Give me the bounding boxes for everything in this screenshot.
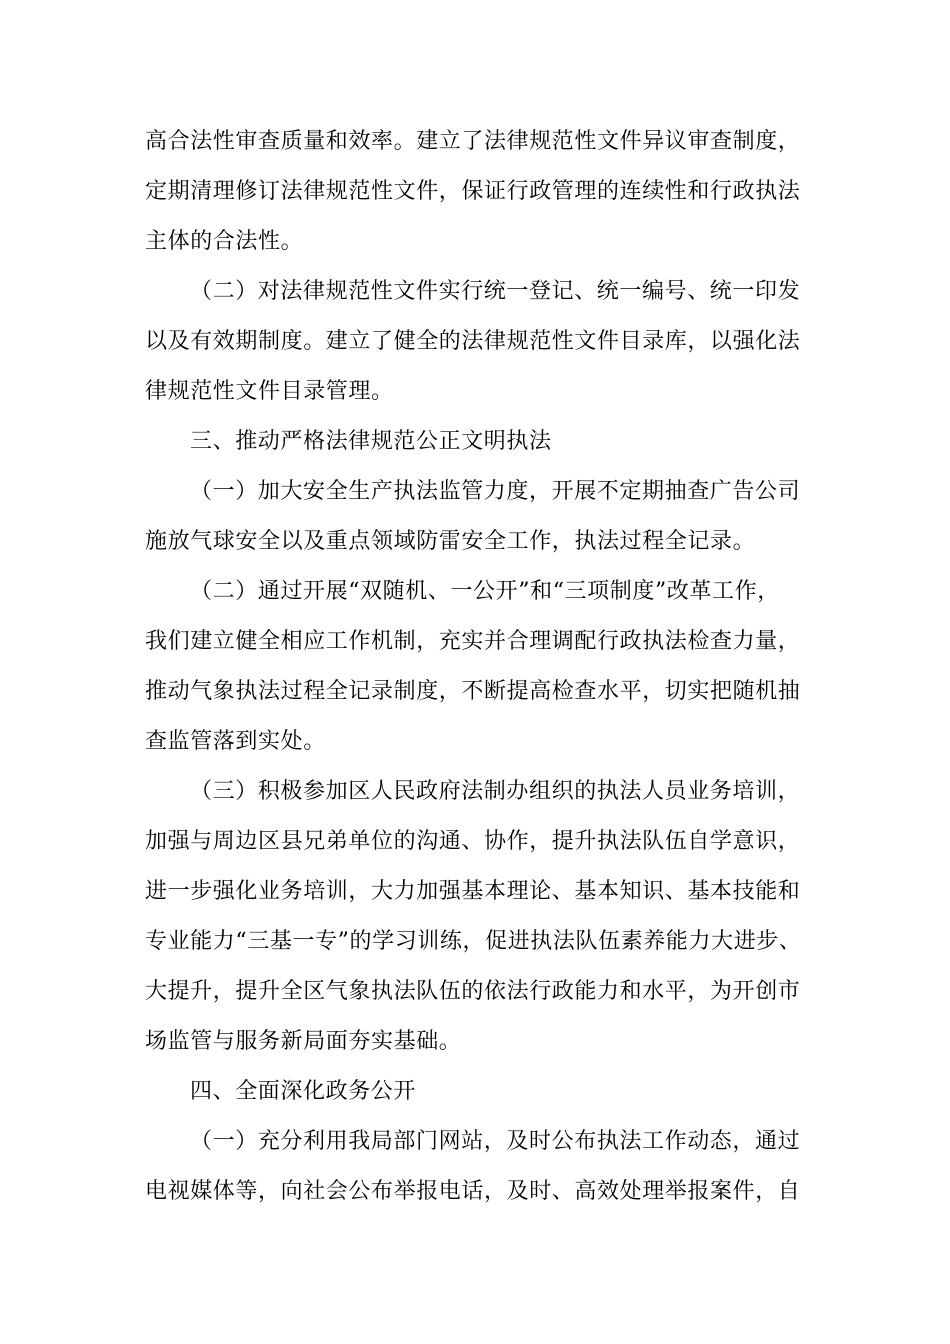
text-line: 我们建立健全相应工作机制，充实并合理调配行政执法检查力量， <box>145 629 801 654</box>
text-line: 查监管落到实处。 <box>145 729 326 754</box>
text-line: 四、全面深化政务公开 <box>190 1079 417 1104</box>
text-line: （二）对法律规范性文件实行统一登记、统一编号、统一印发 <box>190 279 801 304</box>
document-page <box>145 128 825 1228</box>
text-line: 施放气球安全以及重点领域防雷安全工作，执法过程全记录。 <box>145 529 756 554</box>
text-line: 电视媒体等，向社会公布举报电话，及时、高效处理举报案件，自 <box>145 1179 801 1204</box>
text-line: 定期清理修订法律规范性文件，保证行政管理的连续性和行政执法 <box>145 179 801 204</box>
text-line: （二）通过开展“双随机、一公开”和“三项制度”改革工作， <box>190 579 780 604</box>
text-line: 高合法性审查质量和效率。建立了法律规范性文件异议审查制度， <box>145 129 801 154</box>
text-line: 推动气象执法过程全记录制度，不断提高检查水平，切实把随机抽 <box>145 679 801 704</box>
text-line: 以及有效期制度。建立了健全的法律规范性文件目录库，以强化法 <box>145 329 801 354</box>
text-line: 进一步强化业务培训，大力加强基本理论、基本知识、基本技能和 <box>145 879 801 904</box>
text-line: 律规范性文件目录管理。 <box>145 379 394 404</box>
text-line: 加强与周边区县兄弟单位的沟通、协作，提升执法队伍自学意识， <box>145 829 801 854</box>
text-line: 专业能力“三基一专”的学习训练，促进执法队伍素养能力大进步、 <box>145 929 802 954</box>
text-line: （一）加大安全生产执法监管力度，开展不定期抽查广告公司 <box>190 479 801 504</box>
text-line: 大提升，提升全区气象执法队伍的依法行政能力和水平，为开创市 <box>145 979 801 1004</box>
text-line: 场监管与服务新局面夯实基础。 <box>145 1029 462 1054</box>
text-line: 三、推动严格法律规范公正文明执法 <box>190 429 552 454</box>
text-line: （三）积极参加区人民政府法制办组织的执法人员业务培训， <box>190 779 801 804</box>
text-line: 主体的合法性。 <box>145 229 304 254</box>
text-line: （一）充分利用我局部门网站，及时公布执法工作动态，通过 <box>190 1129 801 1154</box>
